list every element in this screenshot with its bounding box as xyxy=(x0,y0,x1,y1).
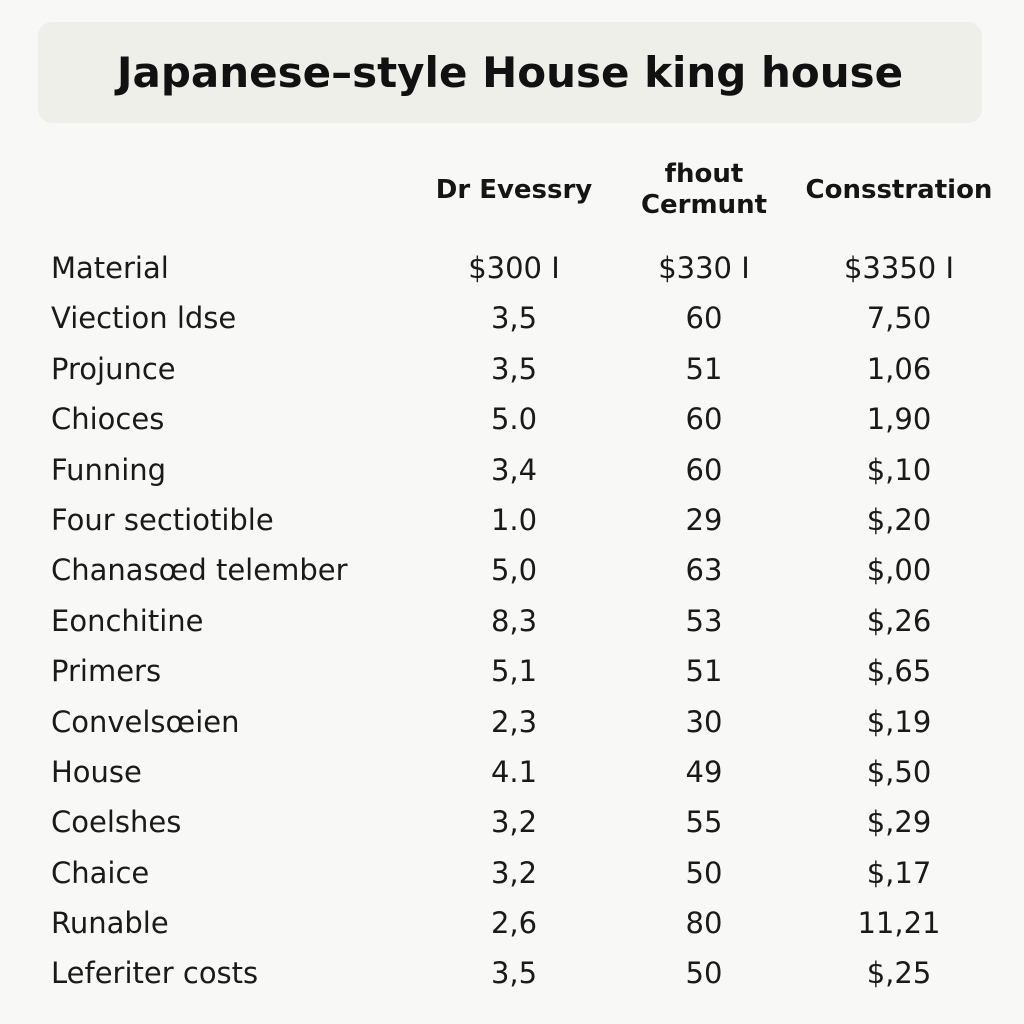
row-label: Runable xyxy=(51,906,169,941)
table-row xyxy=(0,243,1024,293)
table-row xyxy=(0,596,1024,646)
table-cell: $330 I xyxy=(658,251,750,285)
table-row xyxy=(0,747,1024,797)
table-cell: $,17 xyxy=(866,855,932,890)
table-cell: 3,4 xyxy=(490,452,538,487)
table-cell: $,65 xyxy=(866,654,932,689)
table-cell: 55 xyxy=(685,805,723,840)
table-cell: 3,5 xyxy=(490,956,538,991)
table-cell: 60 xyxy=(685,402,723,437)
row-label: Chanasœd telember xyxy=(51,553,348,588)
table-cell: 1,90 xyxy=(866,402,932,437)
table-cell: 3,5 xyxy=(490,301,538,336)
table-cell: 3,5 xyxy=(490,351,538,386)
table-row xyxy=(0,848,1024,898)
table-cell: 30 xyxy=(685,704,723,739)
table-cell: 4.1 xyxy=(490,754,538,789)
table-cell: 1.0 xyxy=(490,502,538,537)
row-label: Chaice xyxy=(51,855,150,890)
table-cell: $,19 xyxy=(866,704,932,739)
table-cell: 60 xyxy=(685,452,723,487)
table-cell: $,50 xyxy=(866,754,932,789)
table-cell: 3,2 xyxy=(490,855,538,890)
table-row xyxy=(0,545,1024,595)
table-body xyxy=(0,243,1024,999)
column-header-consstration: Consstration xyxy=(805,174,993,205)
row-label: House xyxy=(51,754,142,789)
row-label: Four sectiotible xyxy=(51,502,274,537)
table-cell: 51 xyxy=(685,654,723,689)
table-cell: $,29 xyxy=(866,805,932,840)
table-row xyxy=(0,495,1024,545)
table-cell: 5,0 xyxy=(490,553,538,588)
table-cell: 50 xyxy=(685,956,723,991)
row-label: Eonchitine xyxy=(51,603,204,638)
table-cell: 53 xyxy=(685,603,723,638)
table-cell: 2,3 xyxy=(490,704,538,739)
table-cell: $,00 xyxy=(866,553,932,588)
table-row xyxy=(0,646,1024,696)
row-label: Viection ldse xyxy=(51,301,237,336)
table-row xyxy=(0,394,1024,444)
table-row xyxy=(0,293,1024,343)
table-cell: $300 I xyxy=(468,251,560,285)
table-row xyxy=(0,344,1024,394)
table-cell: 51 xyxy=(685,351,723,386)
table-row xyxy=(0,948,1024,998)
table-cell: $,25 xyxy=(866,956,932,991)
column-header-fhout-cermunt: fhout Cermunt xyxy=(640,159,768,220)
row-label: Primers xyxy=(51,654,162,689)
table-row xyxy=(0,445,1024,495)
row-label: Chioces xyxy=(51,402,165,437)
table-cell: 60 xyxy=(685,301,723,336)
column-header-dr-evessry: Dr Evessry xyxy=(435,174,593,205)
table-cell: 50 xyxy=(685,855,723,890)
table-cell: $,10 xyxy=(866,452,932,487)
row-label: Funning xyxy=(51,452,167,487)
table-cell: 7,50 xyxy=(866,301,932,336)
table-cell: $,20 xyxy=(866,502,932,537)
row-label: Convelsœien xyxy=(51,704,240,739)
table-cell: 8,3 xyxy=(490,603,538,638)
table-cell: 80 xyxy=(685,906,723,941)
table-cell: 49 xyxy=(685,754,723,789)
table-row xyxy=(0,898,1024,948)
row-label: Coelshes xyxy=(51,805,182,840)
table-cell: 3,2 xyxy=(490,805,538,840)
table-cell: $3350 I xyxy=(843,251,955,285)
table-cell: 11,21 xyxy=(857,906,941,941)
title-banner xyxy=(38,22,982,123)
table-cell: 2,6 xyxy=(490,906,538,941)
table-cell: 29 xyxy=(685,502,723,537)
table-cell: 63 xyxy=(685,553,723,588)
table-title: Japanese–style House king house xyxy=(116,48,904,97)
table-row xyxy=(0,697,1024,747)
table-cell: 5.0 xyxy=(490,402,538,437)
table-cell: $,26 xyxy=(866,603,932,638)
row-label: Leferiter costs xyxy=(51,956,259,991)
table-cell: 5,1 xyxy=(490,654,538,689)
row-label: Material xyxy=(51,251,169,285)
table-row xyxy=(0,797,1024,847)
row-label: Projunce xyxy=(51,351,176,386)
table-cell: 1,06 xyxy=(866,351,932,386)
